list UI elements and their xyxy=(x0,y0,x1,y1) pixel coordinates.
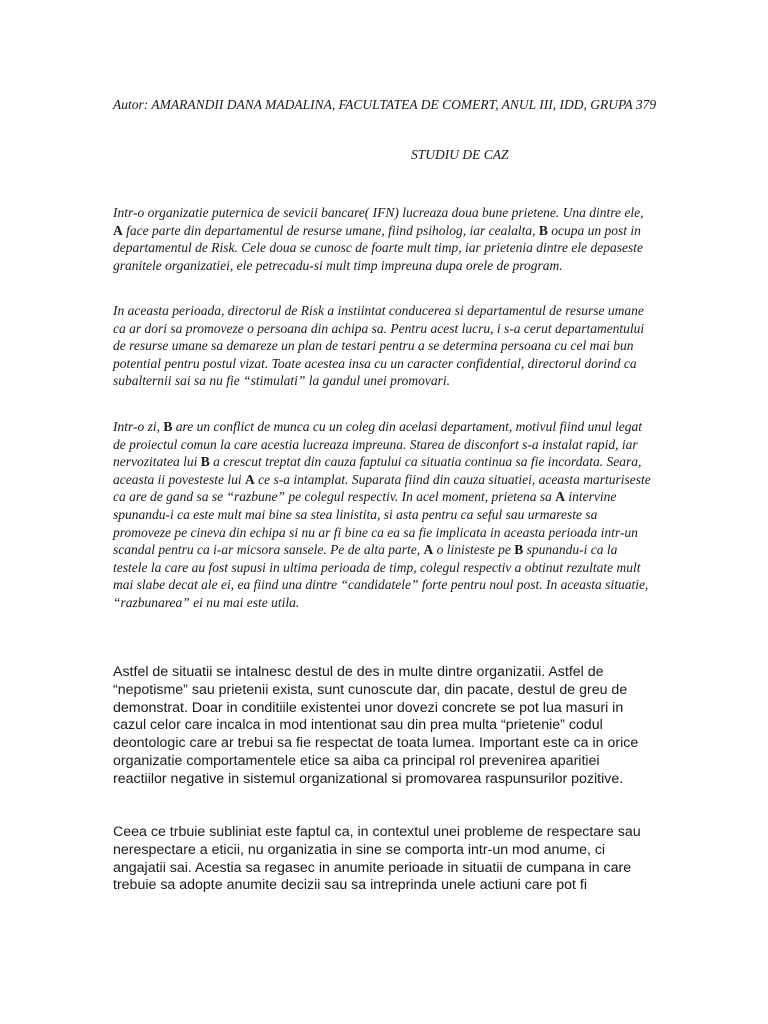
actor-b-label: B xyxy=(514,542,524,558)
text-run: Intr-o organizatie puternica de sevicii bancare( IFN) lucreaza doua bune prietene. Una dintre ele, xyxy=(113,205,644,220)
actor-b-label: B xyxy=(200,454,210,470)
text-run: ce s-a intamplat. Suparata fiind din cauza situatiei, aceasta marturiseste ca are de gand sa se “razbune” pe colegul respectiv. In acel moment, prietena sa xyxy=(113,471,651,505)
actor-a-label: A xyxy=(555,489,566,505)
case-paragraph-3 xyxy=(113,418,655,612)
case-paragraph-2: In aceasta perioada, directorul de Risk a instiintat conducerea si departamentul de resurse umane ca ar dori sa promoveze o persoana din achipa sa. Pentru acest lucru, i s-a cerut departamentului de resurse umane sa demareze un plan de testari pentru a se determina persoana cu cel mai bun potential pentru postul vizat. Toate acestea insa cu un caracter confidential, directorul dorind ca subalternii sai sa nu fie “stimulati” la gandul unei promovari. xyxy=(113,303,645,389)
author-line: Autor: AMARANDII DANA MADALINA, FACULTATEA DE COMERT, ANUL III, IDD, GRUPA 379 xyxy=(113,97,657,112)
actor-a-label: A xyxy=(244,471,255,487)
actor-b-label: B xyxy=(163,419,173,434)
text-run: spunandu-i ca la testele la care au fost supusi in ultima perioada de timp, colegul respectiv a obtinut rezultate mult mai slabe decat ale ei, ea fiind una dintre “candidatele” forte pentru noul post. In aceasta situatie, “razbunarea” ei nu mai este utila. xyxy=(113,542,649,610)
actor-b-label: B xyxy=(538,222,548,238)
document-title: STUDIU DE CAZ xyxy=(411,147,509,162)
text-run: a crescut treptat din cauza faptului ca situatia continua sa fie incordata. Seara, aceasta ii povesteste lui xyxy=(113,454,642,487)
text-run: Intr-o zi, xyxy=(113,419,164,434)
text-run: o linisteste pe xyxy=(433,542,515,558)
text-run: intervine spunandu-i ca este mult mai bine sa stea linistita, si asta pentru ca seful sau urmareste sa promoveze pe cineva din echipa si nu ar fi bine ca ea sa fie implicata in aceasta perioada intr-un scandal pentru ca i-ar micsora sansele. Pe de alta parte, xyxy=(113,489,638,558)
actor-a-label: A xyxy=(423,542,434,558)
text-run: face parte din departamentul de resurse umane, fiind psiholog, iar cealalta, xyxy=(122,222,539,238)
case-paragraph-1 xyxy=(113,204,655,274)
text-run: are un conflict de munca cu un coleg din acelasi departament, motivul fiind unul legat de proiectul comun la care acestia lucreaza impreuna. Starea de disconfort s-a instalat rapid, iar nervozitatea lui xyxy=(113,419,643,470)
analysis-paragraph-1: Astfel de situatii se intalnesc destul de des in multe dintre organizatii. Astfel de “nepotisme” sau prietenii exista, sunt cunoscute dar, din pacate, destul de greu de demonstrat. Doar in conditiile existentei unor dovezi concrete se pot lua masuri in cazul celor care incalca in mod intentionat sau din prea multa “prietenie” codul deontologic care ar trebui sa fie respectat de toata lumea. Important este ca in orice organizatie comportamentele etice sa aiba ca principal rol prevenirea aparitiei reactiilor negative in sistemul organizational si promovarea raspunsurilor pozitive. xyxy=(113,664,639,787)
analysis-paragraph-2: Ceea ce trbuie subliniat este faptul ca, in contextul unei probleme de respectare sau nerespectare a eticii, nu organizatia in sine se comporta intr-un mod anume, ci angajatii sai. Acestia sa regasec in anumite perioade in situatii de cumpana in care trebuie sa adopte anumite decizii sau sa intreprinda unele actiuni care pot fi xyxy=(113,824,641,894)
actor-a-label: A xyxy=(113,222,123,238)
text-run: ocupa un post in departamentul de Risk. Cele doua se cunosc de foarte mult timp, iar prietenia dintre ele depaseste granitele organizatiei, ele petrecadu-si mult timp impreuna dupa orele de program. xyxy=(113,222,644,273)
